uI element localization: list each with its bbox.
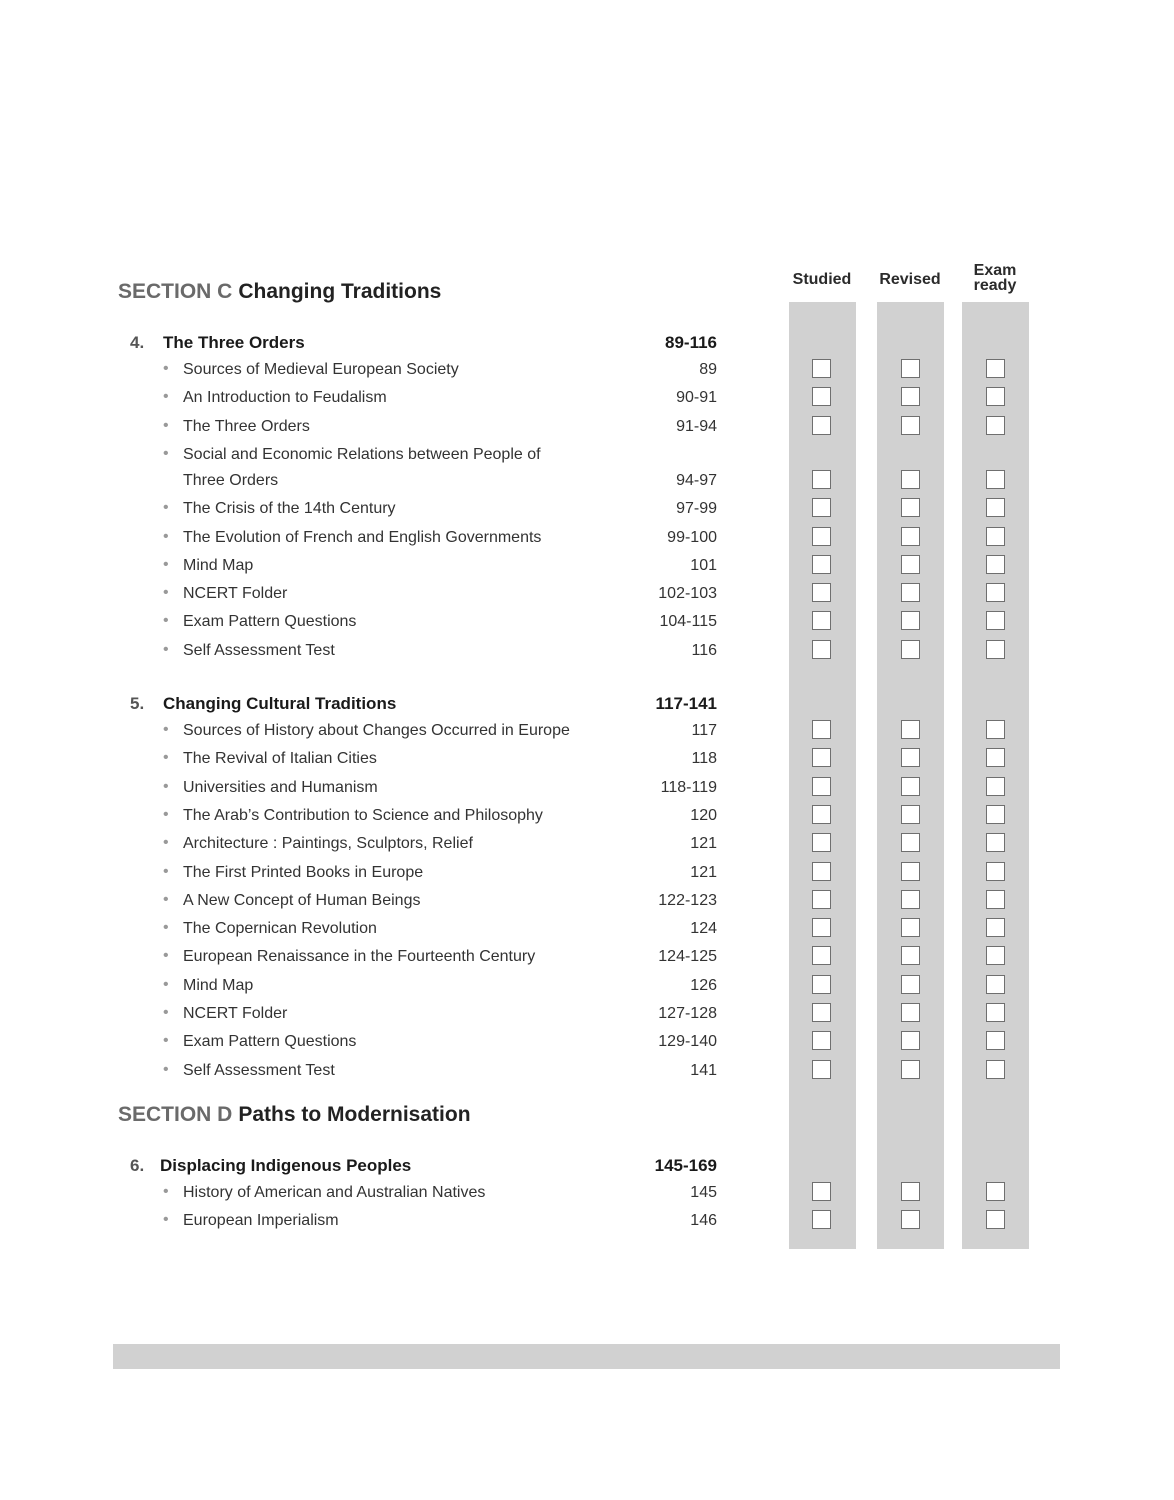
section-d-heading	[118, 1103, 471, 1127]
exam-ready-checkbox[interactable]	[986, 527, 1005, 546]
studied-checkbox[interactable]	[812, 833, 831, 852]
studied-checkbox[interactable]	[812, 611, 831, 630]
exam-ready-checkbox[interactable]	[986, 720, 1005, 739]
exam-ready-header-line2: ready	[973, 277, 1017, 294]
studied-checkbox[interactable]	[812, 555, 831, 574]
topic-pages: 117	[691, 722, 717, 739]
bullet-icon: •	[163, 947, 169, 965]
topic-label-line: Exam Pattern Questions	[183, 1033, 357, 1051]
topic-pages: 97-99	[676, 500, 717, 518]
revised-checkbox[interactable]	[901, 975, 920, 994]
topic-label-line: Exam Pattern Questions	[183, 613, 357, 631]
chapter-number: 5.	[130, 694, 145, 713]
bullet-icon: •	[163, 584, 169, 602]
studied-checkbox[interactable]	[812, 862, 831, 881]
revised-checkbox[interactable]	[901, 527, 920, 546]
topic-label-line: NCERT Folder	[183, 1005, 288, 1022]
studied-checkbox[interactable]	[812, 640, 831, 659]
topic-pages: 91-94	[676, 417, 717, 435]
exam-ready-checkbox[interactable]	[986, 975, 1005, 994]
topic-label-line: The Crisis of the 14th Century	[183, 500, 396, 518]
revised-checkbox[interactable]	[901, 777, 920, 796]
topic-label	[183, 638, 603, 664]
chapter-title: Displacing Indigenous Peoples	[160, 1156, 412, 1175]
chapter-number: 6.	[130, 1156, 145, 1175]
revised-checkbox[interactable]	[901, 555, 920, 574]
exam-ready-checkbox[interactable]	[986, 640, 1005, 659]
bullet-icon: •	[163, 777, 169, 795]
exam-ready-checkbox[interactable]	[986, 805, 1005, 824]
exam-ready-checkbox[interactable]	[986, 862, 1005, 881]
topic-label	[183, 442, 603, 494]
topic-label	[183, 973, 603, 999]
exam-ready-checkbox[interactable]	[986, 359, 1005, 378]
revised-checkbox[interactable]	[901, 1003, 920, 1022]
topic-pages: 124	[690, 920, 717, 938]
studied-checkbox[interactable]	[812, 946, 831, 965]
exam-ready-header	[945, 263, 1045, 293]
topic-label	[183, 860, 603, 886]
topic-label-line: The Evolution of French and English Governments	[183, 528, 542, 546]
topic-label-line: European Renaissance in the Fourteenth Century	[183, 948, 536, 966]
topic-label-line: The Three Orders	[183, 417, 310, 435]
bullet-icon: •	[163, 499, 169, 517]
topic-label	[183, 581, 603, 607]
exam-ready-header-line1: Exam	[973, 262, 1017, 279]
section-d-title: Paths to Modernisation	[238, 1103, 471, 1126]
revised-checkbox[interactable]	[901, 862, 920, 881]
exam-ready-column	[962, 302, 1029, 1249]
topic-label-line-2: Three Orders	[183, 471, 279, 489]
revised-checkbox[interactable]	[901, 583, 920, 602]
topic-label-line: Architecture : Paintings, Sculptors, Relief	[183, 835, 473, 853]
topic-label-line: Self Assessment Test	[183, 1061, 335, 1079]
topic-label-line: The Copernican Revolution	[183, 920, 377, 938]
topic-pages: 104-115	[659, 613, 717, 631]
topic-pages: 120	[690, 806, 717, 824]
bullet-icon: •	[163, 975, 169, 993]
studied-checkbox[interactable]	[812, 1182, 831, 1201]
studied-checkbox[interactable]	[812, 720, 831, 739]
exam-ready-checkbox[interactable]	[986, 470, 1005, 489]
studied-checkbox[interactable]	[812, 1210, 831, 1229]
studied-checkbox[interactable]	[812, 583, 831, 602]
bullet-icon: •	[163, 1060, 169, 1078]
topic-label-line: Self Assessment Test	[183, 641, 335, 659]
revised-checkbox[interactable]	[901, 498, 920, 517]
studied-checkbox[interactable]	[812, 1003, 831, 1022]
bullet-icon: •	[163, 555, 169, 573]
exam-ready-checkbox[interactable]	[986, 1031, 1005, 1050]
topic-pages: 145	[690, 1184, 717, 1201]
revised-checkbox[interactable]	[901, 946, 920, 965]
studied-checkbox[interactable]	[812, 1031, 831, 1050]
bullet-icon: •	[163, 416, 169, 434]
footer-bar	[113, 1344, 1060, 1369]
studied-checkbox[interactable]	[812, 527, 831, 546]
topic-label	[183, 718, 603, 744]
revised-checkbox[interactable]	[901, 805, 920, 824]
chapter-title: The Three Orders	[163, 333, 305, 352]
revised-checkbox[interactable]	[901, 640, 920, 659]
topic-label	[183, 1058, 603, 1084]
exam-ready-checkbox[interactable]	[986, 918, 1005, 937]
topic-label	[183, 609, 603, 635]
exam-ready-checkbox[interactable]	[986, 833, 1005, 852]
exam-ready-checkbox[interactable]	[986, 890, 1005, 909]
topic-label	[183, 553, 603, 579]
section-c-title: Changing Traditions	[238, 280, 442, 303]
studied-checkbox[interactable]	[812, 918, 831, 937]
topic-label-line: Sources of History about Changes Occurred in Europe	[183, 722, 570, 739]
exam-ready-checkbox[interactable]	[986, 611, 1005, 630]
revised-checkbox[interactable]	[901, 387, 920, 406]
revised-checkbox[interactable]	[901, 1210, 920, 1229]
studied-column	[789, 302, 856, 1249]
revised-checkbox[interactable]	[901, 1182, 920, 1201]
revised-checkbox[interactable]	[901, 918, 920, 937]
topic-label	[183, 746, 603, 772]
revised-checkbox[interactable]	[901, 833, 920, 852]
studied-checkbox[interactable]	[812, 498, 831, 517]
topic-label	[183, 1208, 603, 1234]
bullet-icon: •	[163, 640, 169, 658]
exam-ready-checkbox[interactable]	[986, 777, 1005, 796]
exam-ready-checkbox[interactable]	[986, 498, 1005, 517]
topic-label-line: A New Concept of Human Beings	[183, 891, 421, 909]
bullet-icon: •	[163, 527, 169, 545]
exam-ready-checkbox[interactable]	[986, 1182, 1005, 1201]
topic-label-line: The First Printed Books in Europe	[183, 863, 424, 881]
exam-ready-checkbox[interactable]	[986, 1060, 1005, 1079]
bullet-icon: •	[163, 1032, 169, 1050]
bullet-icon: •	[163, 612, 169, 630]
topic-label	[183, 1180, 603, 1206]
topic-label	[183, 916, 603, 942]
revised-column	[877, 302, 944, 1249]
bullet-icon: •	[163, 749, 169, 767]
studied-checkbox[interactable]	[812, 805, 831, 824]
bullet-icon: •	[163, 1211, 169, 1229]
topic-label-line: NCERT Folder	[183, 585, 288, 603]
topic-label	[183, 831, 603, 857]
topic-label	[183, 803, 603, 829]
topic-label	[183, 414, 603, 440]
section-c-heading	[118, 280, 441, 304]
topic-pages: 118-119	[660, 778, 717, 796]
topic-label-line: An Introduction to Feudalism	[183, 389, 387, 407]
topic-pages: 94-97	[676, 471, 717, 489]
section-c-label: SECTION C	[118, 280, 233, 303]
bullet-icon: •	[163, 919, 169, 937]
topic-label	[183, 525, 603, 551]
bullet-icon: •	[163, 388, 169, 406]
revised-checkbox[interactable]	[901, 359, 920, 378]
section-d-label: SECTION D	[118, 1103, 233, 1126]
topic-pages: 129-140	[658, 1033, 717, 1051]
bullet-icon: •	[163, 360, 169, 377]
revised-checkbox[interactable]	[901, 890, 920, 909]
bullet-icon: •	[163, 890, 169, 908]
revised-checkbox[interactable]	[901, 720, 920, 739]
studied-checkbox[interactable]	[812, 975, 831, 994]
bullet-icon: •	[163, 1004, 169, 1021]
topic-label-line: The Revival of Italian Cities	[183, 750, 377, 768]
chapter-title: Changing Cultural Traditions	[163, 694, 397, 713]
studied-checkbox[interactable]	[812, 470, 831, 489]
exam-ready-checkbox[interactable]	[986, 555, 1005, 574]
chapter-pages: 145-169	[654, 1156, 717, 1175]
topic-label	[183, 775, 603, 801]
topic-label	[183, 496, 603, 522]
bullet-icon: •	[163, 721, 169, 738]
topic-pages: 118	[691, 750, 717, 768]
studied-checkbox[interactable]	[812, 1060, 831, 1079]
chapter-number: 4.	[130, 333, 145, 352]
exam-ready-checkbox[interactable]	[986, 946, 1005, 965]
topic-pages: 127-128	[658, 1005, 717, 1022]
bullet-icon: •	[163, 444, 169, 462]
topic-label-line: European Imperialism	[183, 1212, 339, 1230]
revised-header: Revised	[879, 271, 941, 288]
topic-pages: 146	[690, 1212, 717, 1230]
topic-label	[183, 357, 603, 383]
revised-checkbox[interactable]	[901, 748, 920, 767]
topic-label	[183, 944, 603, 970]
topic-label-line: The Arab’s Contribution to Science and Philosophy	[183, 806, 543, 824]
topic-label-line: Sources of Medieval European Society	[183, 361, 459, 378]
revised-checkbox[interactable]	[901, 1060, 920, 1079]
topic-pages: 101	[690, 556, 717, 574]
topic-pages: 99-100	[667, 528, 717, 546]
exam-ready-checkbox[interactable]	[986, 1003, 1005, 1022]
topic-label	[183, 385, 603, 411]
topic-pages: 89	[699, 361, 717, 378]
topic-pages: 121	[690, 835, 717, 853]
topic-label-line: Mind Map	[183, 556, 254, 574]
studied-checkbox[interactable]	[812, 890, 831, 909]
topic-pages: 90-91	[676, 389, 717, 407]
topic-label-line: History of American and Australian Natives	[183, 1184, 486, 1201]
topic-pages: 141	[690, 1061, 717, 1079]
revised-checkbox[interactable]	[901, 1031, 920, 1050]
studied-checkbox[interactable]	[812, 777, 831, 796]
chapter-pages: 89-116	[665, 333, 717, 352]
bullet-icon: •	[163, 834, 169, 852]
studied-checkbox[interactable]	[812, 387, 831, 406]
exam-ready-checkbox[interactable]	[986, 1210, 1005, 1229]
studied-checkbox[interactable]	[812, 359, 831, 378]
topic-label-line: Mind Map	[183, 976, 254, 994]
topic-label	[183, 888, 603, 914]
topic-pages: 116	[691, 641, 717, 659]
exam-ready-checkbox[interactable]	[986, 387, 1005, 406]
revised-checkbox[interactable]	[901, 611, 920, 630]
topic-label	[183, 1029, 603, 1055]
topic-pages: 121	[690, 863, 717, 881]
exam-ready-checkbox[interactable]	[986, 748, 1005, 767]
topic-label	[183, 1001, 603, 1027]
bullet-icon: •	[163, 805, 169, 823]
bullet-icon: •	[163, 1183, 169, 1200]
studied-checkbox[interactable]	[812, 748, 831, 767]
bullet-icon: •	[163, 862, 169, 880]
revised-checkbox[interactable]	[901, 470, 920, 489]
topic-pages: 102-103	[658, 585, 717, 603]
chapter-pages: 117-141	[655, 694, 717, 713]
topic-pages: 126	[690, 976, 717, 994]
topic-pages: 122-123	[658, 891, 717, 909]
topic-pages: 124-125	[658, 948, 717, 966]
revised-checkbox[interactable]	[901, 416, 920, 435]
studied-header: Studied	[792, 271, 852, 288]
topic-label-line: Social and Economic Relations between People of	[183, 445, 541, 463]
topic-label-line: Universities and Humanism	[183, 778, 378, 796]
exam-ready-checkbox[interactable]	[986, 583, 1005, 602]
exam-ready-checkbox[interactable]	[986, 416, 1005, 435]
studied-checkbox[interactable]	[812, 416, 831, 435]
